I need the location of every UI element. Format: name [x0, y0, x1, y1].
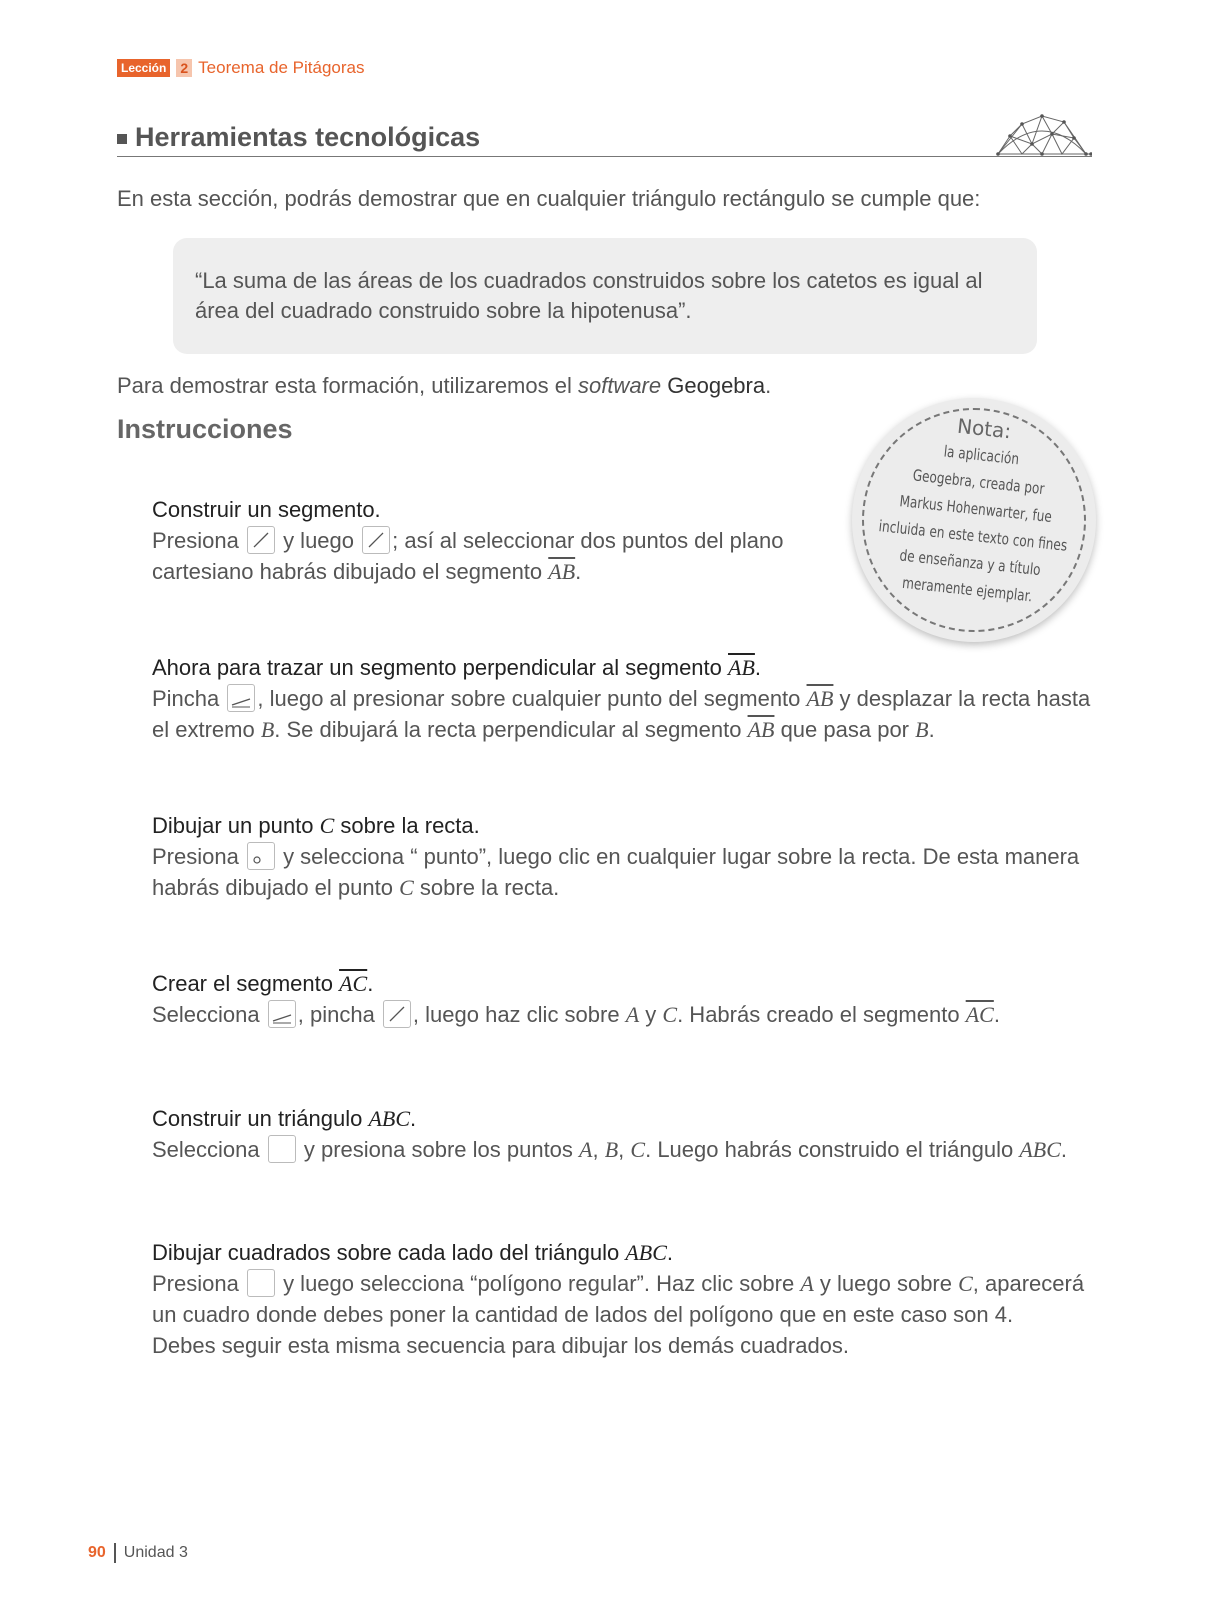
lesson-number: 2 — [176, 59, 192, 77]
section-bullet — [117, 134, 127, 144]
step-draw-squares — [152, 1237, 1092, 1361]
step-text: Pincha — [152, 686, 226, 711]
point-label: B — [604, 1137, 619, 1162]
section-rule — [117, 156, 1092, 157]
step-body-line — [152, 999, 1092, 1030]
triangle-label: ABC — [368, 1106, 411, 1131]
software-word: software — [577, 373, 662, 398]
point-tool-icon[interactable] — [247, 842, 275, 870]
point-label: C — [319, 813, 335, 838]
step-text: . — [1060, 1137, 1068, 1162]
step-text: y presiona sobre los puntos — [297, 1137, 580, 1162]
step-text: y desplazar la recta hasta — [833, 686, 1091, 711]
step-body-line — [152, 714, 1092, 745]
step-text: , — [618, 1137, 631, 1162]
quote-box — [173, 238, 1037, 354]
segment-label: $\overline{AC}$ — [965, 1002, 994, 1027]
step-perpendicular — [152, 652, 1092, 745]
step-title — [152, 968, 1092, 999]
step-title — [152, 1103, 1092, 1134]
step-title-text: Ahora para trazar un segmento perpendicular al segmento — [152, 655, 729, 680]
page-number: 90 — [88, 1544, 106, 1561]
step-text: . — [928, 717, 935, 742]
triangle-label: ABC — [1019, 1137, 1061, 1162]
para-end: . — [765, 373, 772, 398]
note-line: meramente ejemplar. — [901, 573, 1034, 606]
point-label: B — [915, 717, 929, 742]
geogebra-name: Geogebra — [667, 373, 766, 398]
note-line: la aplicación — [942, 442, 1020, 469]
segment-label: $\overline{AB}$ — [747, 717, 775, 742]
step-text: que pasa por — [774, 717, 916, 742]
step-text: habrás dibujado el punto — [152, 875, 400, 900]
segment-tool-icon[interactable] — [383, 1000, 411, 1028]
segment-label: $\overline{AB}$ — [728, 655, 755, 680]
lesson-header — [117, 58, 364, 78]
step-title-text: . — [367, 971, 374, 996]
note-title: Nota: — [956, 413, 1013, 444]
step-title-text: Dibujar un punto — [152, 813, 320, 838]
step-text: ; así al seleccionar dos puntos del plano — [392, 528, 784, 553]
step-body-line — [152, 683, 1092, 714]
step-text: . Habrás creado el segmento — [677, 1002, 966, 1027]
step-body-line — [152, 1134, 1092, 1165]
pythagoras-quote: “La suma de las áreas de los cuadrados construidos sobre los catetos es igual al área del cuadrado construido sobre la hipotenusa”. — [195, 268, 983, 323]
step-title-text: . — [666, 1240, 673, 1265]
note-line: incluida en este texto con fines — [877, 517, 1069, 555]
page-footer — [88, 1543, 188, 1563]
step-text: Presiona — [152, 1271, 245, 1296]
perpendicular-line-tool-icon[interactable] — [268, 1000, 296, 1028]
geodesic-dome-icon — [992, 114, 1092, 158]
step-text: y luego selecciona “polígono regular”. Haz clic sobre — [276, 1271, 801, 1296]
step-text: , aparecerá — [972, 1271, 1085, 1296]
step-text: Selecciona — [152, 1137, 266, 1162]
step-text: Presiona — [152, 528, 245, 553]
step-text: , pincha — [297, 1002, 381, 1027]
polygon-tool-icon[interactable] — [268, 1135, 296, 1163]
step-body-line — [152, 841, 1092, 872]
step-text: y — [639, 1002, 663, 1027]
step-title-text: sobre la recta. — [334, 813, 480, 838]
step-text: , luego al presionar sobre cualquier punto del segmento — [257, 686, 807, 711]
step-text: . — [993, 1002, 1000, 1027]
step-body-line: un cuadro donde debes poner la cantidad de lados del polígono que en este caso son 4. — [152, 1302, 1014, 1327]
software-paragraph — [117, 373, 771, 399]
note-line: de enseñanza y a título — [898, 546, 1042, 580]
step-text: y selecciona “ punto”, luego clic en cualquier lugar sobre la recta. De esta manera — [276, 844, 1080, 869]
step-text: y luego — [276, 528, 361, 553]
step-title — [152, 652, 1092, 683]
segment-label: $\overline{AC}$ — [339, 971, 368, 996]
step-construct-segment — [152, 494, 1092, 587]
perpendicular-line-tool-icon[interactable] — [227, 684, 255, 712]
step-body-line — [152, 556, 1092, 587]
segment-tool-icon[interactable] — [362, 526, 390, 554]
segment-tool-icon[interactable] — [247, 526, 275, 554]
lesson-title: Teorema de Pitágoras — [198, 58, 365, 77]
para-text: Para demostrar esta formación, utilizaremos el — [117, 373, 578, 398]
step-body-line — [152, 1268, 1092, 1299]
point-label: B — [260, 717, 275, 742]
step-text: . Se dibujará la recta perpendicular al segmento — [274, 717, 748, 742]
point-label: C — [662, 1002, 678, 1027]
point-label: C — [630, 1137, 646, 1162]
note-line: Geogebra, creada por — [911, 466, 1046, 499]
step-body-line — [152, 525, 1092, 556]
intro-text: En esta sección, podrás demostrar que en cualquier triángulo rectángulo se cumple que: — [117, 186, 981, 211]
step-title-text: Construir un triángulo — [152, 1106, 369, 1131]
step-text: . — [575, 559, 582, 584]
step-text: Selecciona — [152, 1002, 266, 1027]
regular-polygon-tool-icon[interactable] — [247, 1269, 275, 1297]
step-text: cartesiano habrás dibujado el segmento — [152, 559, 549, 584]
step-body-line — [152, 872, 1092, 903]
unit-label: Unidad 3 — [123, 1544, 188, 1561]
step-text: . Luego habrás construido el triángulo — [645, 1137, 1020, 1162]
section-heading — [117, 118, 1092, 160]
step-text: , — [592, 1137, 605, 1162]
step-title-text: Dibujar cuadrados sobre cada lado del triángulo — [152, 1240, 626, 1265]
segment-label: $\overline{AB}$ — [806, 686, 834, 711]
step-text: el extremo — [152, 717, 261, 742]
step-title — [152, 810, 1092, 841]
point-label: C — [399, 875, 414, 900]
point-label: A — [625, 1002, 640, 1027]
instructions-heading: Instrucciones — [117, 414, 293, 444]
step-text: , luego haz clic sobre — [412, 1002, 626, 1027]
step-title: Construir un segmento. — [152, 497, 381, 522]
section-title: Herramientas tecnológicas — [135, 122, 481, 152]
segment-label: $\overline{AB}$ — [548, 559, 576, 584]
step-text: sobre la recta. — [413, 875, 560, 900]
step-text: y luego sobre — [813, 1271, 959, 1296]
step-build-triangle — [152, 1103, 1092, 1165]
step-title — [152, 1237, 1092, 1268]
step-title-text: Crear el segmento — [152, 971, 340, 996]
note-line: Markus Hohenwarter, fue — [898, 492, 1053, 527]
point-label: A — [800, 1271, 814, 1296]
step-title-text: . — [410, 1106, 417, 1131]
step-text: Presiona — [152, 844, 245, 869]
step-draw-point — [152, 810, 1092, 903]
step-create-segment-ac — [152, 968, 1092, 1030]
step-title-text: . — [754, 655, 762, 680]
point-label: A — [579, 1137, 593, 1162]
step-body-line: Debes seguir esta misma secuencia para dibujar los demás cuadrados. — [152, 1333, 850, 1358]
triangle-label: ABC — [625, 1240, 667, 1265]
point-label: C — [958, 1271, 973, 1296]
lesson-label: Lección — [117, 59, 170, 77]
footer-divider — [114, 1543, 116, 1563]
